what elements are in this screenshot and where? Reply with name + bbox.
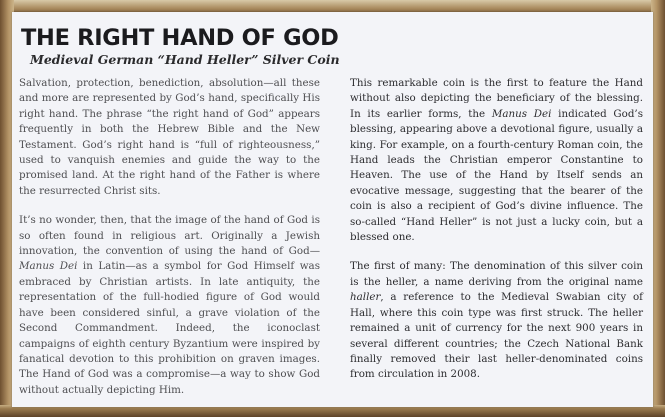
left-text-column <box>19 76 320 412</box>
plaque-title: THE RIGHT HAND OF GOD <box>21 25 339 51</box>
right-paragraph-2-part-b: , a reference to the Medieval Swabian city of Hall, where this coin type was first struck. The heller remained a unit of currency for the next 900 years in several different countries; the Czech National Bank finally removed their last heller-denominated coins from circulation in 2008. <box>350 291 643 381</box>
right-paragraph-1-italic: Manus Dei <box>491 107 552 120</box>
right-paragraph-2-italic: haller <box>350 291 381 304</box>
right-text-column <box>350 76 643 397</box>
info-plaque <box>12 12 653 407</box>
frame-right <box>651 0 665 417</box>
right-paragraph-2 <box>350 259 643 382</box>
left-paragraph-2 <box>19 213 320 398</box>
left-paragraph-2-part-a: It’s no wonder, then, that the image of the hand of God is so often found in religious art. Originally a Jewish innovation, the convention of using the hand of God— <box>19 214 320 258</box>
plaque-subtitle: Medieval German “Hand Heller” Silver Coin <box>30 52 340 67</box>
left-paragraph-2-italic: Manus Dei <box>19 260 78 273</box>
right-paragraph-1-part-b: indicated God’s blessing, appearing above a devotional figure, usually a king. For example, on a fourth-century Roman coin, the Hand leads the Christian emperor Constantine to Heaven. The use of the Hand by Itself sends an evocative message, suggesting that the bearer of the coin is also a recipient of God’s divine influence. The so-called “Hand Heller” is not just a lucky coin, but a blessed one. <box>350 107 643 244</box>
left-paragraph-1: Salvation, protection, benediction, absolution—all these and more are represented by God’s hand, specifically His right hand. The phrase “the right hand of God” appears frequently in both the Hebrew Bible and the New Testament. God’s right hand is “full of righteousness,” used to vanquish enemies and guide the way to the promised land. At the right hand of the Father is where the resurrected Christ sits. <box>19 77 320 197</box>
right-paragraph-2-part-a: The first of many: The denomination of this silver coin is the heller, a name deriving from the original name <box>350 260 643 288</box>
right-paragraph-1 <box>350 76 643 245</box>
right-paragraph-1-part-a: This remarkable coin is the first to feature the Hand without also depicting the beneficiary of the blessing. In its earlier forms, the <box>350 77 643 120</box>
left-paragraph-2-part-b: in Latin—as a symbol for God Himself was embraced by Christian artists. In late antiquity, the representation of the full-hodied figure of God would have been considered sinful, a grave violation of the Second Commandment. Indeed, the iconoclast campaigns of eighth century Byzantium were inspired by fanatical devotion to this prohibition on graven images. The Hand of God was a compromise—a way to show God without actually depicting Him. <box>19 260 320 396</box>
